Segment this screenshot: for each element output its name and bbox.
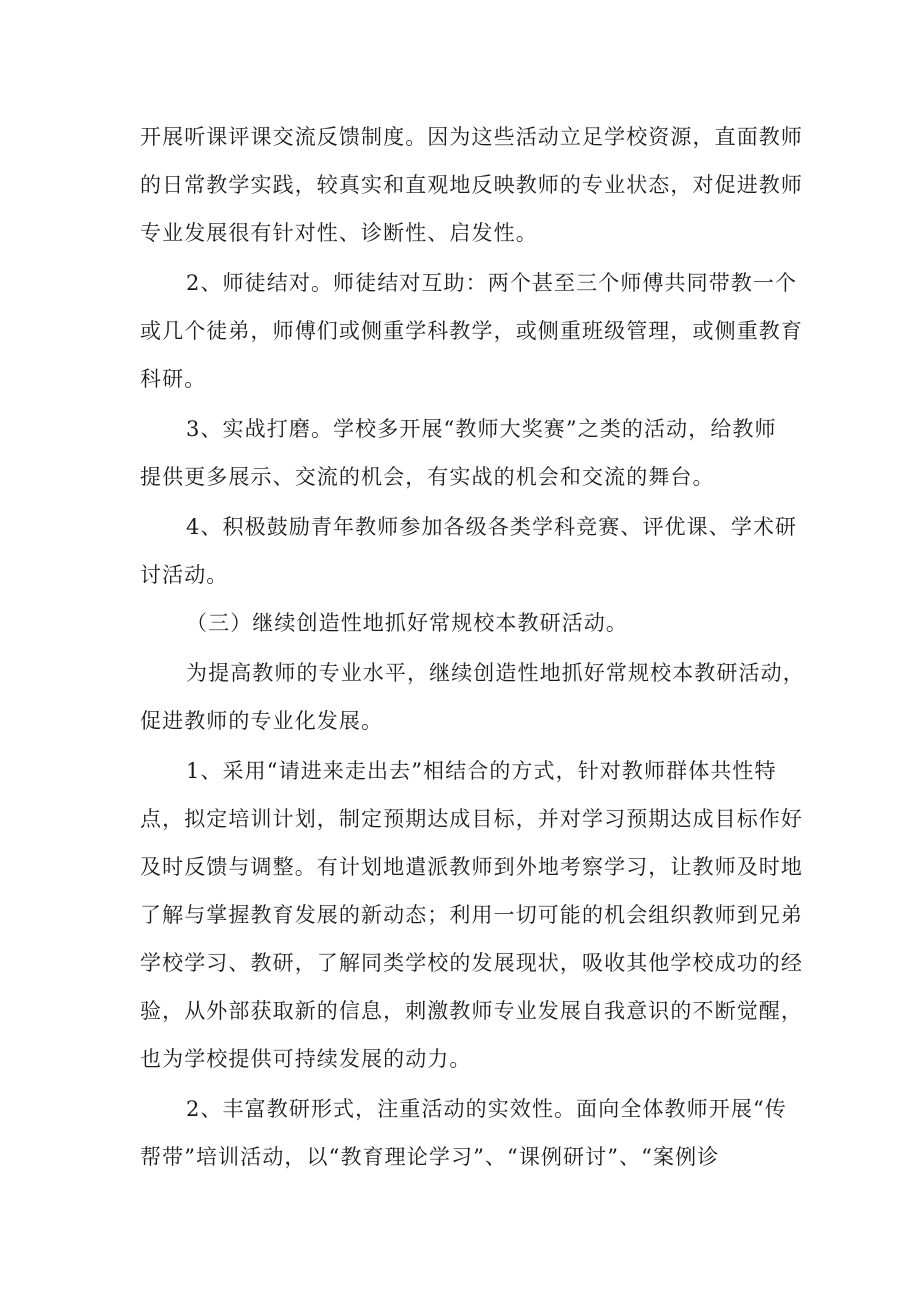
text-line: 1、采用“请进来走出去”相结合的方式，针对教师群体共性特 xyxy=(186,759,777,783)
text-line: 2、师徒结对。师徒结对互助：两个甚至三个师傅共同带教一个 xyxy=(186,271,798,295)
text-line: 学校学习、教研，了解同类学校的发展现状，吸收其他学校成功的经 xyxy=(140,951,803,975)
text-line: 4、积极鼓励青年教师参加各级各类学科竞赛、评优课、学术研 xyxy=(186,515,798,539)
text-line: 专业发展很有针对性、诊断性、启发性。 xyxy=(140,221,538,245)
text-line: 也为学校提供可持续发展的动力。 xyxy=(140,1047,472,1071)
text-line: 点，拟定培训计划，制定预期达成目标，并对学习预期达成目标作好 xyxy=(140,807,803,831)
text-line: 或几个徒弟，师傅们或侧重学科教学，或侧重班级管理，或侧重教育 xyxy=(140,319,803,343)
text-line: 促进教师的专业化发展。 xyxy=(140,709,384,733)
text-line: 的日常教学实践，较真实和直观地反映教师的专业状态，对促进教师 xyxy=(140,173,803,197)
text-line: 2、丰富教研形式，注重活动的实效性。面向全体教师开展“传 xyxy=(186,1097,787,1121)
text-line: 及时反馈与调整。有计划地遣派教师到外地考察学习，让教师及时地 xyxy=(140,855,803,879)
section-heading: （三）继续创造性地抓好常规校本教研活动。 xyxy=(186,611,628,635)
text-line: 了解与掌握教育发展的新动态；利用一切可能的机会组织教师到兄弟 xyxy=(140,903,803,927)
text-line: 讨活动。 xyxy=(140,563,229,587)
text-line: 3、实战打磨。学校多开展“教师大奖赛”之类的活动，给教师 xyxy=(186,417,777,441)
text-line: 开展听课评课交流反馈制度。因为这些活动立足学校资源，直面教师 xyxy=(140,125,803,149)
text-line: 提供更多展示、交流的机会，有实战的机会和交流的舞台。 xyxy=(140,465,715,489)
text-line: 为提高教师的专业水平，继续创造性地抓好常规校本教研活动， xyxy=(186,661,805,685)
text-line: 科研。 xyxy=(140,367,207,391)
text-line: 验，从外部获取新的信息，刺激教师专业发展自我意识的不断觉醒， xyxy=(140,999,803,1023)
text-line: 帮带”培训活动，以“教育理论学习”、“课例研讨”、“案例诊 xyxy=(140,1145,720,1169)
